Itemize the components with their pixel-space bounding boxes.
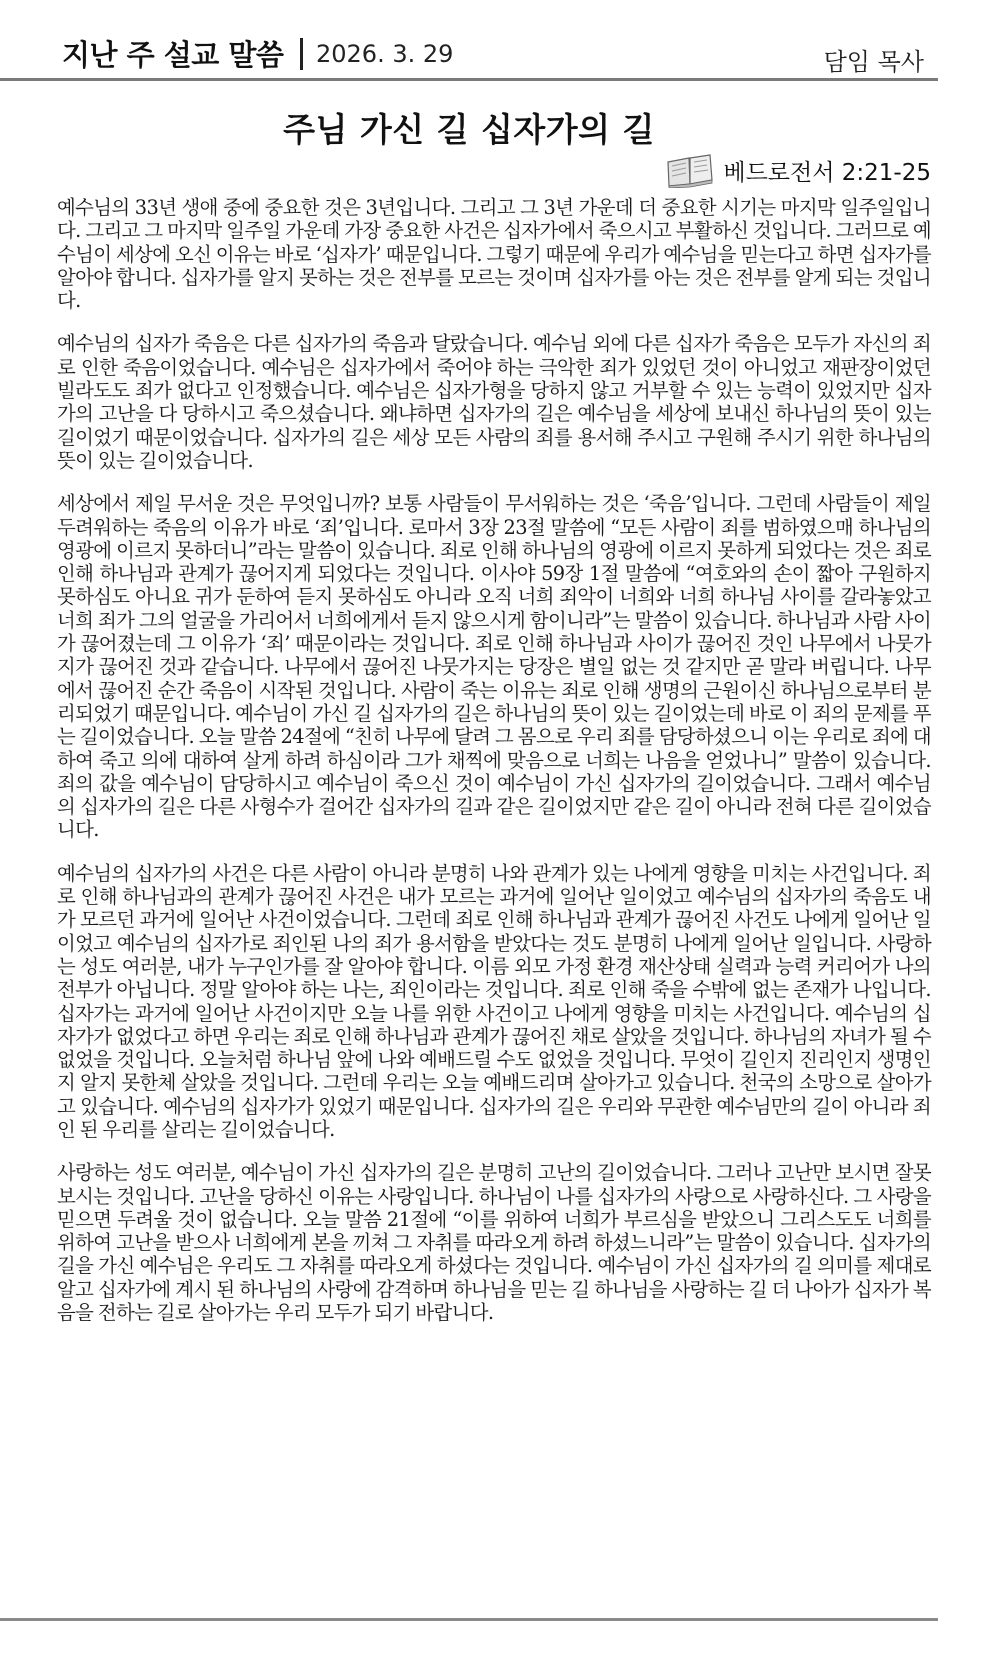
section-title: 지난 주 설교 말씀 (62, 38, 284, 72)
sermon-date: 2026. 3. 29 (316, 40, 454, 68)
paragraph: 세상에서 제일 무서운 것은 무엇입니까? 보통 사람들이 무서워하는 것은 ‘죽음’입니다. 그런데 사람들이 제일 두려워하는 죽음의 이유가 바로 ‘죄’입니다. 로마서 3장 23절 말씀에 “모든 사람이 죄를 범하였으매 하나님의 영광에 이르지 못하더니”라는 말씀이 있습니다. 죄로 인해 하나님의 영광에 이르지 못하게 되었다는 것은 죄로 인해 하나님과 관계가 끊어지게 되었다는 것입니다. 이사야 59장 1절 말씀에 “여호와의 손이 짧아 구원하지 못하심도 아니요 귀가 둔하여 듣지 못하심도 아니라 오직 너희 죄악이 너희와 너희 하나님 사이를 갈라놓았고 너희 죄가 그의 얼굴을 가리어서 너희에게서 듣지 않으시게 함이니라”는 말씀이 있습니다. 하나님과 사람 사이가 끊어졌는데 그 이유가 ‘죄’ 때문이라는 것입니다. 죄로 인해 하나님과 사이가 끊어진 것인 나무에서 나뭇가지가 끊어진 것과 같습니다. 나무에서 끊어진 나뭇가지는 당장은 별일 없는 것 같지만 곧 말라 버립니다. 나무에서 끊어진 순간 죽음이 시작된 것입니다. 사람이 죽는 이유는 죄로 인해 생명의 근원이신 하나님으로부터 분리되었기 때문입니다. 예수님이 가신 길 십자가의 길은 하나님의 뜻이 있는 길이었는데 바로 이 죄의 문제를 푸는 길이었습니다. 오늘 말씀 24절에 “친히 나무에 달려 그 몸으로 우리 죄를 담당하셨으니 이는 우리로 죄에 대하여 죽고 의에 대하여 살게 하려 하심이라 그가 채찍에 맞음으로 너희는 나음을 얻었나니” 말씀이 있습니다. 죄의 값을 예수님이 담당하시고 예수님이 죽으신 것이 예수님이 가신 십자가의 길이었습니다. 그래서 예수님의 십자가의 길은 다른 사형수가 걸어간 십자가의 길과 같은 길이었지만 같은 길이 아니라 전혀 다른 길이었습니다. (57, 492, 931, 842)
paragraph: 예수님의 십자가의 사건은 다른 사람이 아니라 분명히 나와 관계가 있는 나에게 영향을 미치는 사건입니다. 죄로 인해 하나님과의 관계가 끊어진 사건은 내가 모르는 과거에 일어난 일이었고 예수님의 십자가의 죽음도 내가 모르던 과거에 일어난 사건이었습니다. 그런데 죄로 인해 하나님과 관계가 끊어진 사건도 나에게 일어난 일이었고 예수님의 십자가로 죄인된 나의 죄가 용서함을 받았다는 것도 분명히 나에게 일어난 일입니다. 사랑하는 성도 여러분, 내가 누구인가를 잘 알아야 합니다. 이름 외모 가정 환경 재산상태 실력과 능력 커리어가 나의 전부가 아닙니다. 정말 알아야 하는 나는, 죄인이라는 것입니다. 죄로 인해 죽을 수밖에 없는 존재가 나입니다. 십자가는 과거에 일어난 사건이지만 오늘 나를 위한 사건이고 나에게 영향을 미치는 사건입니다. 예수님의 십자가가 없었다고 하면 우리는 죄로 인해 하나님과 관계가 끊어진 채로 살았을 것입니다. 하나님의 자녀가 될 수 없었을 것입니다. 오늘처럼 하나님 앞에 나와 예배드릴 수도 없었을 것입니다. 무엇이 길인지 진리인지 생명인지 알지 못한체 살았을 것입니다. 그런데 우리는 오늘 예배드리며 살아가고 있습니다. 천국의 소망으로 살아가고 있습니다. 예수님의 십자가가 있었기 때문입니다. 십자가의 길은 우리와 무관한 예수님만의 길이 아니라 죄인 된 우리를 살리는 길이었습니다. (57, 861, 931, 1141)
paragraph: 사랑하는 성도 여러분, 예수님이 가신 십자가의 길은 분명히 고난의 길이었습니다. 그러나 고난만 보시면 잘못 보시는 것입니다. 고난을 당하신 이유는 사랑입니다. 하나님이 나를 십자가의 사랑으로 사랑하신다. 그 사랑을 믿으면 두려울 것이 없습니다. 오늘 말씀 21절에 “이를 위하여 너희가 부르심을 받았으니 그리스도도 너희를 위하여 고난을 받으사 너희에게 본을 끼쳐 그 자취를 따라오게 하려 하셨느니라”는 말씀이 있습니다. 십자가의 길을 가신 예수님은 우리도 그 자취를 따라오게 하셨다는 것입니다. 예수님이 가신 십자가의 길 의미를 제대로 알고 십자가에 계시 된 하나님의 사랑에 감격하며 하나님을 믿는 길 하나님을 사랑하는 길 더 나아가 십자가 복음을 전하는 길로 살아가는 우리 모두가 되기 바랍니다. (57, 1161, 931, 1325)
paragraph: 예수님의 십자가 죽음은 다른 십자가의 죽음과 달랐습니다. 예수님 외에 다른 십자가 죽음은 모두가 자신의 죄로 인한 죽음이었습니다. 예수님은 십자가에서 죽어야 하는 극악한 죄가 있었던 것이 아니었고 재판장이었던 빌라도도 죄가 없다고 인정했습니다. 예수님은 십자가형을 당하지 않고 거부할 수 있는 능력이 있었지만 십자가의 고난을 다 당하시고 죽으셨습니다. 왜냐하면 십자가의 길은 예수님을 세상에 보내신 하나님의 뜻이 있는 길이었기 때문이었습니다. 십자가의 길은 세상 모든 사람의 죄를 용서해 주시고 구원해 주시기 위한 하나님의 뜻이 있는 길이었습니다. (57, 332, 931, 472)
page-header (0, 0, 938, 81)
preacher-label: 담임 목사 (823, 48, 924, 76)
paragraph: 예수님의 33년 생애 중에 중요한 것은 3년입니다. 그리고 그 3년 가운데 더 중요한 시기는 마지막 일주일입니다. 그리고 그 마지막 일주일 가운데 가장 중요한 사건은 십자가에서 죽으시고 부활하신 것입니다. 그러므로 예수님이 세상에 오신 이유는 바로 ‘십자가’ 때문입니다. 그렇기 때문에 우리가 예수님을 믿는다고 하면 십자가를 알아야 합니다. 십자가를 알지 못하는 것은 전부를 모르는 것이며 십자가를 아는 것은 전부를 알게 되는 것입니다. (57, 196, 931, 313)
header-divider (300, 38, 303, 70)
scripture-text: 베드로전서 2:21-25 (723, 159, 931, 186)
open-book-icon (665, 152, 715, 188)
sermon-body (57, 196, 931, 1344)
sermon-title: 주님 가신 길 십자가의 길 (283, 110, 655, 149)
footer-divider (0, 1618, 938, 1621)
scripture-reference (665, 152, 931, 188)
